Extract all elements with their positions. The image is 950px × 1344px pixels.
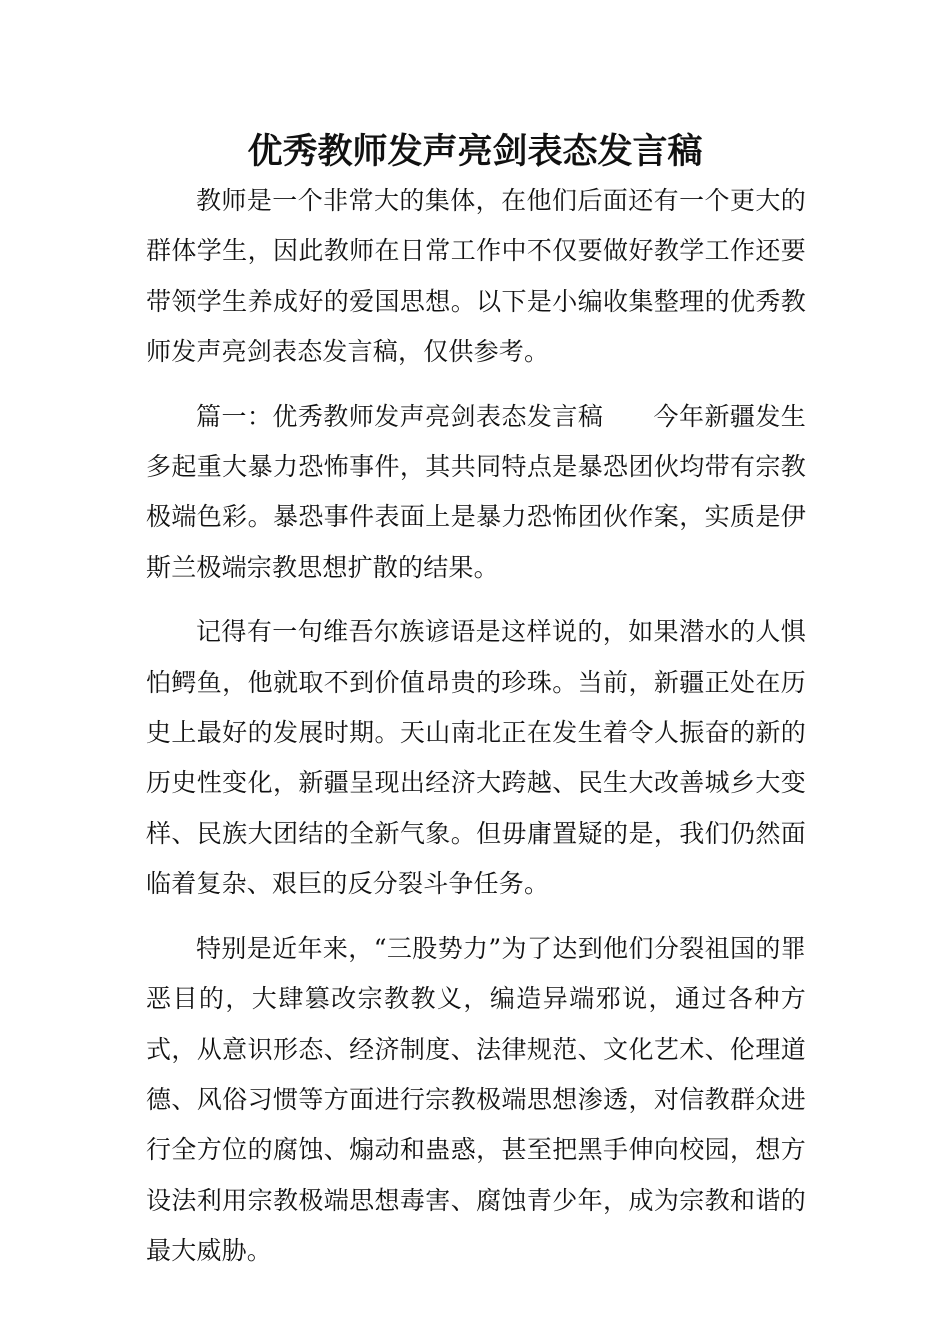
document-title: 优秀教师发声亮剑表态发言稿 (247, 131, 703, 172)
section-heading: 篇一：优秀教师发声亮剑表态发言稿 (196, 401, 604, 431)
paragraph-recent-years: 特别是近年来，“三股势力”为了达到他们分裂祖国的罪恶目的，大肆篡改宗教教义，编造异端邪说，通过各种方式，从意识形态、经济制度、法律规范、文化艺术、伦理道德、风俗习惯等方面进行宗教极端思想渗透，对信教群众进行全方位的腐蚀、煽动和蛊惑，甚至把黑手伸向校园，想方设法利用宗教极端思想毒害、腐蚀青少年，成为宗教和谐的最大威胁。 (146, 933, 806, 1266)
document-body (146, 176, 806, 1277)
paragraph-section-one (146, 392, 806, 594)
paragraph-intro: 教师是一个非常大的集体，在他们后面还有一个更大的群体学生，因此教师在日常工作中不仅要做好教学工作还要带领学生养成好的爱国思想。以下是小编收集整理的优秀教师发声亮剑表态发言稿，仅供参考。 (146, 186, 806, 367)
paragraph-proverb: 记得有一句维吾尔族谚语是这样说的，如果潜水的人惧怕鳄鱼，他就取不到价值昂贵的珍珠。当前，新疆正处在历史上最好的发展时期。天山南北正在发生着令人振奋的新的历史性变化，新疆呈现出经济大跨越、民生大改善城乡大变样、民族大团结的全新气象。但毋庸置疑的是，我们仍然面临着复杂、艰巨的反分裂斗争任务。 (146, 617, 806, 899)
paragraph-section-one-text: 今年新疆发生多起重大暴力恐怖事件，其共同特点是暴恐团伙均带有宗教极端色彩。暴恐事件表面上是暴力恐怖团伙作案，实质是伊斯兰极端宗教思想扩散的结果。 (146, 401, 807, 582)
